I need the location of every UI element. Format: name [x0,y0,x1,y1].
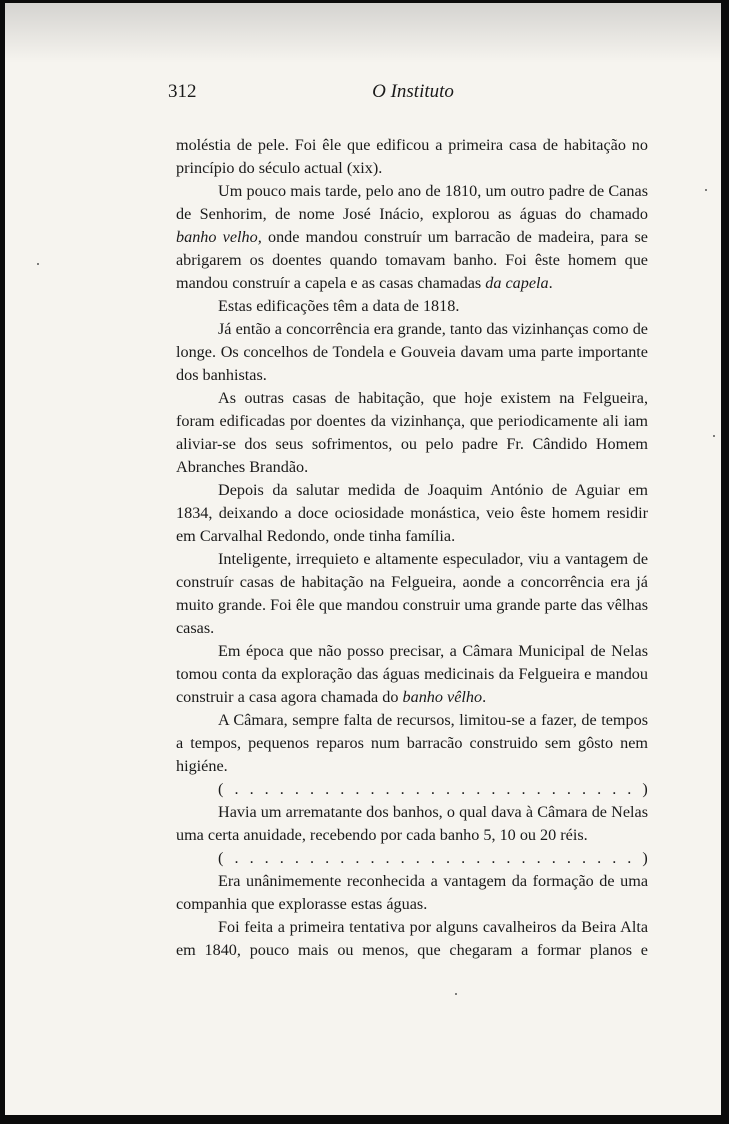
paragraph-text: As outras casas de habitação, que hoje existem na Felgueira, foram edificadas por doentes da vizinhança, que periodicamente ali iam aliviar-se dos seus sofrimentos, ou pelo padre Fr. Cândido Homem Abranches Brandão. [176,389,648,476]
open-paren: ( [218,780,224,798]
paragraph [176,180,648,295]
page-number: 312 [168,81,197,102]
close-paren: ) [642,780,648,798]
italic-term: banho vêlho [402,688,483,706]
italic-term: da capela [485,274,549,292]
paragraph-text: A Câmara, sempre falta de recursos, limitou-se a fazer, de tempos a tempos, pequenos reparos num barracão construido sem gôsto nem higiéne. [176,711,648,775]
paper-speck [705,189,707,191]
paragraph-text: Foi feita a primeira tentativa por alguns cavalheiros da Beira Alta em 1840, pouco mais ou menos, que chegaram a formar planos e [176,918,648,959]
paragraph [176,134,648,180]
ellipsis-line: ( . . . . . . . . . . . . . . . . . . . . . . . . . . . ) [176,847,648,870]
close-paren: ) [642,849,648,867]
body-text [176,134,648,962]
paragraph [176,318,648,387]
paragraph-text: Inteligente, irrequieto e altamente especulador, viu a vantagem de construír casas de habitação na Felgueira, aonde a concorrência era já muito grande. Foi êle que mandou construir uma grande parte das vêlhas casas. [176,550,648,637]
paragraph-text: Um pouco mais tarde, pelo ano de 1810, um outro padre de Canas de Senhorim, de nome José Inácio, explorou as águas do chamado [176,182,648,223]
running-title: O Instituto [372,81,454,102]
book-page [5,3,721,1115]
paragraph-text: Era unânimemente reconhecida a vantagem da formação de uma companhia que explorasse estas águas. [176,872,648,913]
paragraph [176,916,648,962]
paragraph-text: Já então a concorrência era grande, tanto das vizinhanças como de longe. Os concelhos de Tondela e Gouveia davam uma parte importante dos banhistas. [176,320,648,384]
paragraph-text: onde mandou construír um barracão de madeira, para se abrigarem os doentes quando tomavam banho. Foi êste homem que mandou construír a capela e as casas chamadas [176,228,648,292]
italic-term: banho velho, [176,228,262,246]
paper-speck [713,435,715,437]
running-title-wrap [5,81,721,103]
paper-speck [455,993,457,995]
paper-speck [37,263,39,265]
paragraph-text: Depois da salutar medida de Joaquim António de Aguiar em 1834, deixando a doce ociosidade monástica, veio êste homem residir em Carvalhal Redondo, onde tinha família. [176,481,648,545]
paragraph [176,709,648,778]
open-paren: ( [218,849,224,867]
ellipsis-line: ( . . . . . . . . . . . . . . . . . . . . . . . . . . . ) [176,778,648,801]
running-head [5,81,721,107]
paragraph-text: moléstia de pele. Foi êle que edificou a primeira casa de habitação no princípio do século actual (xix). [176,136,648,177]
paragraph [176,640,648,709]
paragraph-text: Estas edificações têm a data de 1818. [218,297,460,315]
paragraph [176,801,648,847]
paragraph-text: Em época que não posso precisar, a Câmara Municipal de Nelas tomou conta da exploração das águas medicinais da Felgueira e mandou construir a casa agora chamada do [176,642,648,706]
paragraph-text: Havia um arrematante dos banhos, o qual dava à Câmara de Nelas uma certa anuidade, recebendo por cada banho 5, 10 ou 20 réis. [176,803,648,844]
paragraph-text: . [482,688,487,706]
paragraph-text: . [548,274,553,292]
paragraph [176,870,648,916]
paragraph [176,548,648,640]
paragraph [176,479,648,548]
paragraph [176,295,648,318]
paragraph [176,387,648,479]
